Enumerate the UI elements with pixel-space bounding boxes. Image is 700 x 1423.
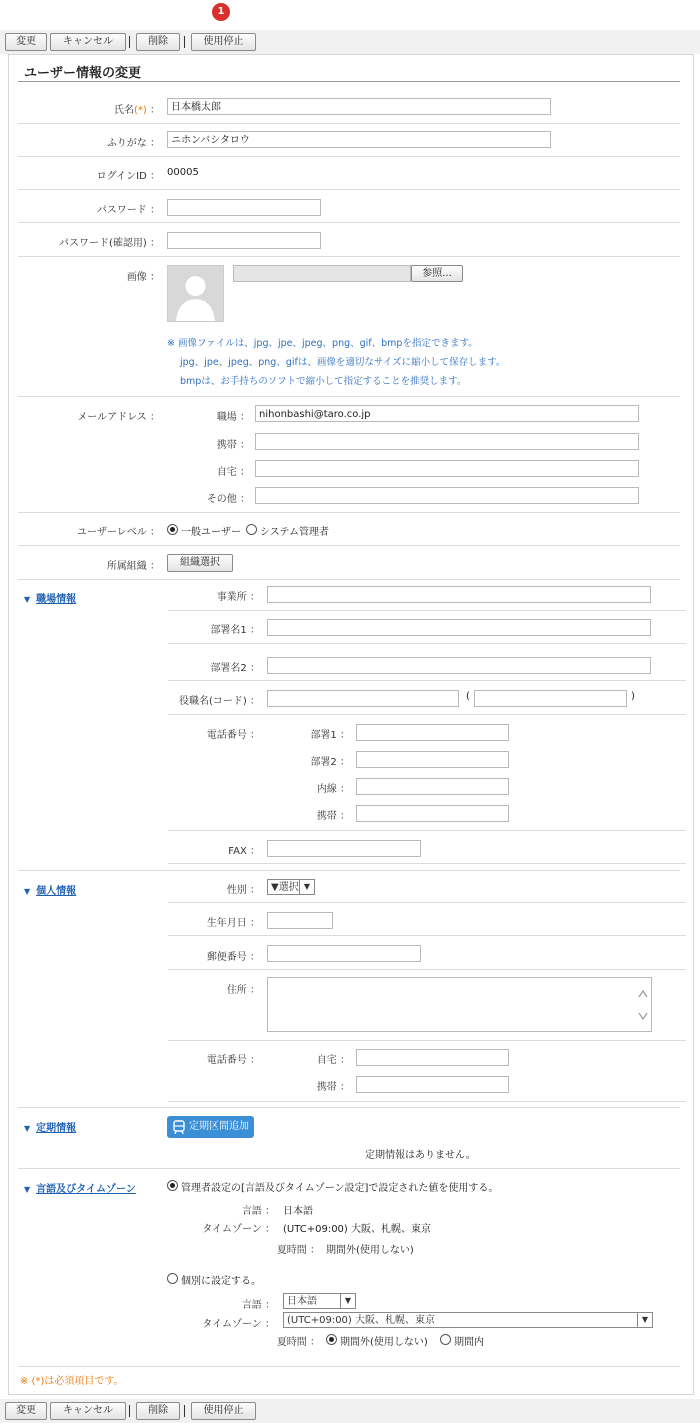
- image-note-2: jpg、jpe、jpeg、png、gifは、画像を適切なサイズに縮小して保存します。: [180, 357, 506, 368]
- paren-open: (: [466, 691, 470, 702]
- chevron-down-icon: ▼: [340, 1294, 355, 1308]
- change-button[interactable]: 変更: [5, 33, 47, 51]
- row-divider: [18, 579, 680, 580]
- toolbar-separator: [129, 1405, 130, 1417]
- password-input[interactable]: [167, 199, 321, 216]
- delete-button[interactable]: 削除: [136, 1402, 180, 1420]
- row-divider: [168, 902, 686, 903]
- person-icon: [168, 266, 223, 321]
- row-divider: [18, 396, 680, 397]
- page-title: ユーザー情報の変更: [24, 66, 142, 81]
- section-divider: [18, 1366, 680, 1367]
- title-code-label: 役職名(コード) ：: [179, 696, 260, 707]
- row-divider: [168, 643, 686, 644]
- collapse-triangle-icon: ▼: [24, 887, 31, 896]
- row-divider: [18, 156, 680, 157]
- row-divider: [168, 1040, 686, 1041]
- paren-close: ): [631, 691, 635, 702]
- dept2-label: 部署名2 ：: [210, 663, 260, 674]
- section-divider: [18, 1168, 680, 1169]
- zip-input[interactable]: [267, 945, 421, 962]
- personal-mobile-label: 携帯 ：: [316, 1082, 350, 1093]
- timezone-select-label: タイムゾーン ：: [202, 1319, 275, 1330]
- suspend-button[interactable]: 使用停止: [191, 1402, 256, 1420]
- office-input[interactable]: [267, 586, 651, 603]
- dst-label: 夏時間 ：: [276, 1245, 320, 1256]
- password-confirm-input[interactable]: [167, 232, 321, 249]
- kana-label: ふりがな ：: [106, 138, 160, 149]
- commute-empty-message: 定期情報はありません。: [365, 1150, 476, 1161]
- row-divider: [168, 714, 686, 715]
- row-divider: [168, 935, 686, 936]
- section-divider: [18, 1107, 680, 1108]
- language-select[interactable]: 日本語 ▼: [283, 1293, 356, 1309]
- mail-home-label: 自宅 ：: [216, 467, 250, 478]
- mail-work-input[interactable]: nihonbashi@taro.co.jp: [255, 405, 639, 422]
- mail-home-input[interactable]: [255, 460, 639, 477]
- use-admin-setting-radio[interactable]: [167, 1180, 178, 1191]
- row-divider: [18, 222, 680, 223]
- chevron-down-icon: ▼: [299, 880, 314, 894]
- avatar-placeholder: [167, 265, 224, 322]
- level-general-radio[interactable]: [167, 524, 178, 535]
- personal-section-toggle[interactable]: ▼ 個人情報: [24, 886, 77, 897]
- row-divider: [18, 256, 680, 257]
- title-code-input[interactable]: [474, 690, 627, 707]
- level-admin-label: システム管理者: [260, 527, 329, 538]
- collapse-triangle-icon: ▼: [24, 595, 31, 604]
- level-general-label: 一般ユーザー: [181, 527, 241, 538]
- phone-home-input[interactable]: [356, 1049, 509, 1066]
- top-toolbar: [0, 30, 700, 54]
- dst-off-radio[interactable]: [326, 1334, 337, 1345]
- image-label: 画像 ：: [126, 272, 160, 283]
- zip-label: 郵便番号 ：: [206, 952, 260, 963]
- dst-off-label: 期間外(使用しない): [340, 1337, 428, 1348]
- individual-setting-label: 個別に設定する。: [181, 1276, 261, 1287]
- gender-select[interactable]: ▼選択 ▼: [267, 879, 315, 895]
- kana-input[interactable]: ニホンバシタロウ: [167, 131, 551, 148]
- section-divider: [18, 870, 680, 871]
- mail-label: メールアドレス ：: [77, 412, 160, 423]
- dst-select-label: 夏時間 ：: [276, 1337, 320, 1348]
- mail-mobile-input[interactable]: [255, 433, 639, 450]
- phone-ext-label: 内線 ：: [316, 784, 350, 795]
- phone-dept2-input[interactable]: [356, 751, 509, 768]
- dst-on-label: 期間内: [454, 1337, 484, 1348]
- required-mark: (*): [134, 105, 147, 116]
- org-select-button[interactable]: 組織選択: [167, 554, 233, 572]
- commute-section-toggle[interactable]: ▼ 定期情報: [24, 1123, 77, 1134]
- fax-label: FAX ：: [228, 846, 260, 857]
- personal-mobile-input[interactable]: [356, 1076, 509, 1093]
- add-commute-label: 定期区間追加: [189, 1121, 249, 1132]
- bottom-toolbar: [0, 1399, 700, 1423]
- delete-button[interactable]: 削除: [136, 33, 180, 51]
- row-divider: [18, 512, 680, 513]
- dst-value: 期間外(使用しない): [326, 1245, 414, 1256]
- row-divider: [168, 680, 686, 681]
- bus-icon: [173, 1120, 185, 1134]
- chevron-down-icon: ▼: [637, 1313, 652, 1327]
- mail-work-label: 職場 ：: [216, 412, 250, 423]
- notification-badge: 1: [212, 3, 230, 21]
- personal-phone-label: 電話番号 ：: [206, 1055, 260, 1066]
- name-label: 氏名(*) ：: [114, 105, 160, 116]
- phone-dept1-input[interactable]: [356, 724, 509, 741]
- scroll-arrows-icon: [636, 979, 650, 1031]
- required-footnote: ※ (*)は必須項目です。: [20, 1376, 124, 1387]
- work-phone-label: 電話番号 ：: [206, 730, 260, 741]
- birthday-label: 生年月日 ：: [206, 918, 260, 929]
- change-button[interactable]: 変更: [5, 1402, 47, 1420]
- add-commute-button[interactable]: [167, 1116, 254, 1138]
- work-section-toggle[interactable]: ▼ 職場情報: [24, 594, 77, 605]
- cancel-button[interactable]: キャンセル: [50, 33, 126, 51]
- password-confirm-label: パスワード(確認用) ：: [59, 238, 160, 249]
- phone-ext-input[interactable]: [356, 778, 509, 795]
- use-admin-setting-label: 管理者設定の[言語及びタイムゾーン設定]で設定された値を使用する。: [181, 1183, 499, 1194]
- row-divider: [168, 969, 686, 970]
- mail-mobile-label: 携帯 ：: [216, 440, 250, 451]
- row-divider: [168, 1101, 686, 1102]
- address-label: 住所 ：: [226, 985, 260, 996]
- login-id-label: ログインID ：: [96, 171, 160, 182]
- name-input[interactable]: 日本橋太郎: [167, 98, 551, 115]
- collapse-triangle-icon: ▼: [24, 1124, 31, 1133]
- address-textarea[interactable]: [267, 977, 652, 1032]
- row-divider: [168, 863, 686, 864]
- language-label: 言語 ：: [241, 1206, 275, 1217]
- password-label: パスワード ：: [96, 205, 160, 216]
- timezone-select[interactable]: (UTC+09:00) 大阪、札幌、東京 ▼: [283, 1312, 653, 1328]
- dept1-input[interactable]: [267, 619, 651, 636]
- image-note-3: bmpは、お手持ちのソフトで縮小して指定することを推奨します。: [180, 376, 467, 387]
- level-admin-radio[interactable]: [246, 524, 257, 535]
- phone-dept2-label: 部署2 ：: [310, 757, 350, 768]
- locale-section-toggle[interactable]: ▼ 言語及びタイムゾーン: [24, 1184, 136, 1195]
- phone-mobile-label: 携帯 ：: [316, 811, 350, 822]
- individual-setting-radio[interactable]: [167, 1273, 178, 1284]
- birthday-input[interactable]: [267, 912, 333, 929]
- phone-home-label: 自宅 ：: [316, 1055, 350, 1066]
- timezone-value: (UTC+09:00) 大阪、札幌、東京: [283, 1224, 432, 1235]
- timezone-label: タイムゾーン ：: [202, 1224, 275, 1235]
- dept1-label: 部署名1 ：: [210, 625, 260, 636]
- row-divider: [18, 189, 680, 190]
- collapse-triangle-icon: ▼: [24, 1185, 31, 1194]
- language-value: 日本語: [283, 1206, 313, 1217]
- title-input[interactable]: [267, 690, 459, 707]
- language-select-label: 言語 ：: [241, 1300, 275, 1311]
- title-divider: [18, 81, 680, 82]
- toolbar-separator: [184, 36, 185, 48]
- file-path-field[interactable]: [233, 265, 411, 282]
- image-note-1: ※ 画像ファイルは、jpg、jpe、jpeg、png、gif、bmpを指定できます。: [167, 338, 478, 349]
- toolbar-separator: [184, 1405, 185, 1417]
- dst-on-radio[interactable]: [440, 1334, 451, 1345]
- row-divider: [168, 830, 686, 831]
- row-divider: [168, 610, 686, 611]
- login-id-value: 00005: [167, 167, 199, 178]
- dept2-input[interactable]: [267, 657, 651, 674]
- phone-dept1-label: 部署1 ：: [310, 730, 350, 741]
- office-label: 事業所 ：: [216, 592, 260, 603]
- gender-label: 性別 ：: [226, 885, 260, 896]
- row-divider: [18, 545, 680, 546]
- toolbar-separator: [129, 36, 130, 48]
- org-label: 所属組織 ：: [106, 561, 160, 572]
- user-level-label: ユーザーレベル ：: [77, 527, 160, 538]
- cancel-button[interactable]: キャンセル: [50, 1402, 126, 1420]
- row-divider: [18, 123, 680, 124]
- fax-input[interactable]: [267, 840, 421, 857]
- mail-other-label: その他 ：: [206, 494, 250, 505]
- phone-mobile-input[interactable]: [356, 805, 509, 822]
- browse-button[interactable]: 参照...: [411, 265, 463, 282]
- mail-other-input[interactable]: [255, 487, 639, 504]
- textarea-scrollbar[interactable]: [636, 979, 650, 1031]
- suspend-button[interactable]: 使用停止: [191, 33, 256, 51]
